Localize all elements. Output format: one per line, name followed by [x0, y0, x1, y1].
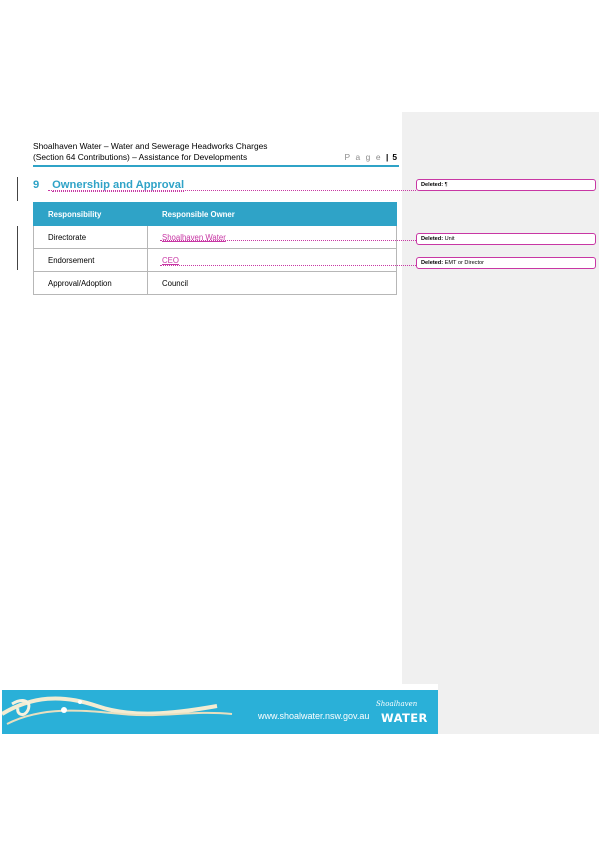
website-url[interactable]: www.shoalwater.nsw.gov.au — [258, 711, 370, 721]
table-cell — [148, 226, 397, 249]
comment-balloon[interactable] — [416, 233, 596, 245]
table-cell: Directorate — [34, 226, 148, 249]
table-row — [34, 272, 397, 295]
comment-leader-line — [160, 265, 416, 266]
ownership-table — [33, 202, 397, 295]
page-word: P a g e — [344, 152, 383, 162]
table-cell — [148, 249, 397, 272]
comment-leader-line — [48, 190, 416, 191]
logo-script-text: Shoalhaven — [376, 700, 418, 708]
table-cell: Approval/Adoption — [34, 272, 148, 295]
change-bar — [17, 177, 18, 201]
comment-balloon[interactable] — [416, 257, 596, 269]
comment-text: EMT or Director — [444, 260, 485, 266]
page-number: 5 — [392, 152, 397, 162]
comment-pane — [402, 112, 599, 734]
column-header-owner: Responsible Owner — [148, 203, 397, 226]
section-title: Ownership and Approval — [52, 179, 185, 191]
change-bar — [17, 226, 18, 270]
header-rule — [33, 165, 399, 167]
column-header-responsibility: Responsibility — [34, 203, 148, 226]
logo-word-text: WATER — [381, 711, 428, 725]
header-title-line-2: (Section 64 Contributions) – Assistance for Developments — [33, 152, 248, 162]
comment-leader-line — [160, 240, 416, 241]
wave-swirl-graphic — [2, 684, 438, 734]
comment-label: Deleted: — [421, 260, 444, 266]
table-row — [34, 249, 397, 272]
header-title-line-1: Shoalhaven Water – Water and Sewerage Headworks Charges — [33, 141, 268, 151]
inserted-text[interactable]: CEO — [162, 255, 179, 265]
comment-label: Deleted: — [421, 182, 444, 188]
table-row — [34, 226, 397, 249]
comment-balloon[interactable] — [416, 179, 596, 191]
table-header-row — [34, 203, 397, 226]
comment-label: Deleted: — [421, 236, 444, 242]
comment-text: Unit — [444, 236, 455, 242]
section-number: 9 — [33, 179, 40, 191]
document-header — [33, 141, 399, 163]
table-cell: Endorsement — [34, 249, 148, 272]
footer-banner — [2, 684, 438, 734]
inserted-text[interactable]: Shoalhaven Water — [162, 232, 226, 242]
page-number-label — [345, 152, 397, 162]
comment-text: ¶ — [444, 182, 448, 188]
table-cell: Council — [148, 272, 397, 295]
page-separator: | — [386, 152, 389, 162]
